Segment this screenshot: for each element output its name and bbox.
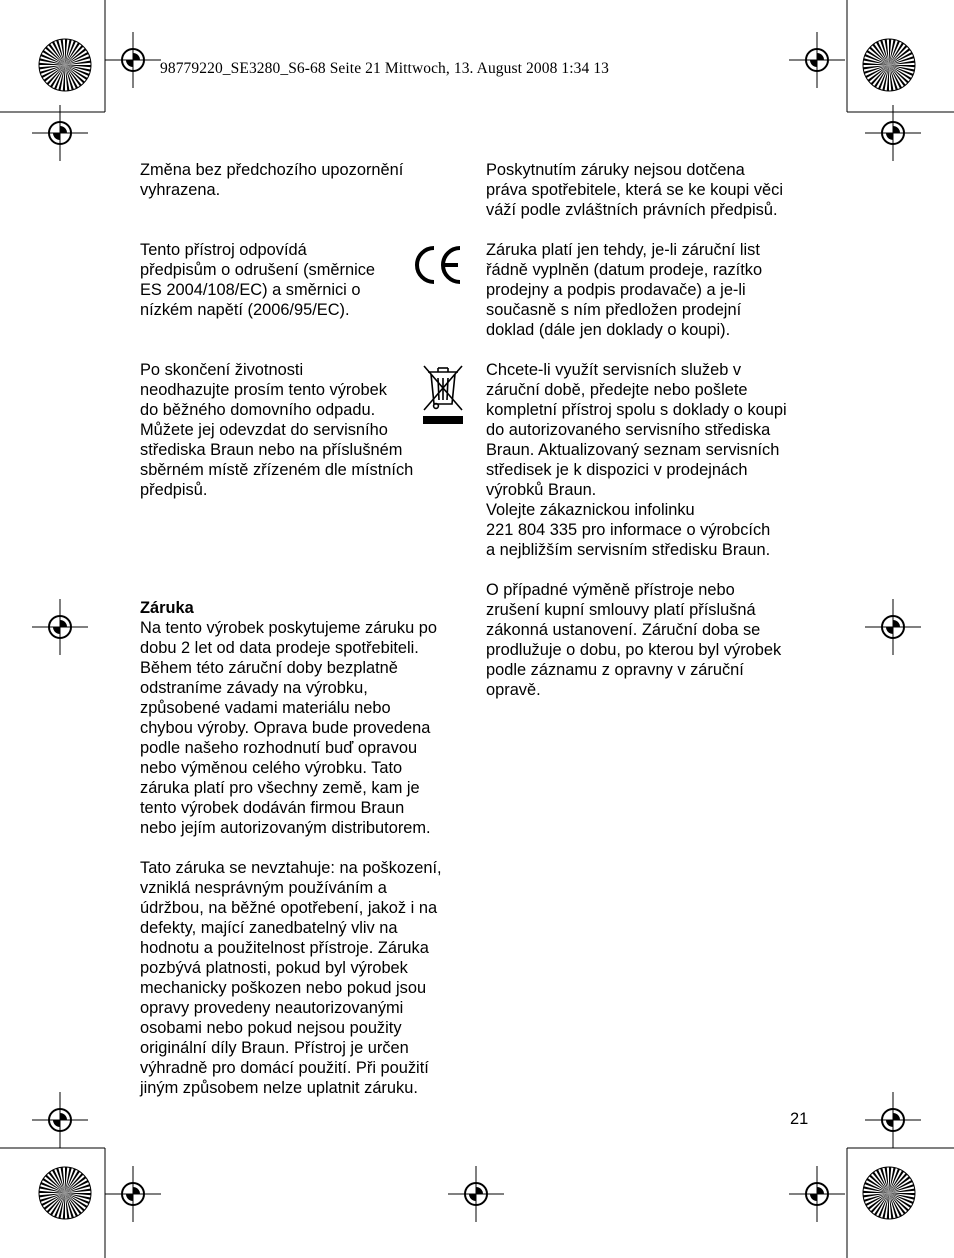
warranty-section: [140, 598, 470, 1098]
ce-compliance-text: Tento přístroj odpovídá předpisům o odrušení (směrnice ES 2004/108/EC) a směrnici o nízkém napětí (2006/95/EC).: [140, 241, 376, 319]
warranty-exclusions-text: Tato záruka se nevztahuje: na poškození, vzniklá nesprávným používáním a údržbou, na běžné opotřebení, jakož i na defekty, mající zanedbatelný vliv na hodnotu a použitelnost přístroje. Záruka pozbývá platnosti, pokud byl výrobek mechanicky poškozen nebo pokud jsou opravy provedeny neautorizovanými osobami nebo pokud nejsou použity originální díly Braun. Přístroj je určen výhradně pro domácí použití. Při použití jiným způsobem nelze uplatnit záruku.: [140, 859, 442, 1097]
disposal-section: [140, 360, 450, 500]
disposal-text: Po skončení životnosti neodhazujte prosím tento výrobek do běžného domovního odpadu. Můžete jej odevzdat do servisního střediska Braun nebo na příslušném sběrném místě zřízeném dle místních předpisů.: [140, 361, 414, 499]
right-column: [486, 160, 821, 700]
warranty-text: Na tento výrobek poskytujeme záruku po dobu 2 let od data prodeje spotřebiteli. Během této záruční doby bezplatně odstraníme závady na výrobku, způsobené vadami materiálu nebo chybou výroby. Oprava bude provedena podle našeho rozhodnutí buď opravou nebo výměnou celého výrobku. Tato záruka platí pro všechny země, kam je tento výrobek dodáván firmou Braun nebo jejím autorizovaným distributorem.: [140, 619, 438, 837]
registration-crosshair-icon: [105, 32, 161, 88]
registration-crosshair-icon: [32, 105, 88, 161]
change-notice-text: Změna bez předchozího upozornění vyhrazena.: [140, 161, 404, 199]
ce-section: [140, 240, 410, 320]
warranty-heading: Záruka: [140, 599, 194, 617]
print-info-header: 98779220_SE3280_S6-68 Seite 21 Mittwoch, 13. August 2008 1:34 13: [160, 60, 610, 77]
registration-crosshair-icon: [448, 1166, 504, 1222]
radial-star-target-icon: [39, 1167, 91, 1219]
warranty-validity-text: Záruka platí jen tehdy, je-li záruční list řádně vyplněn (datum prodeje, razítko prodejny a podpis prodavače) a je-li současně s ním předložen prodejní doklad (dále jen doklady o koupi).: [486, 241, 763, 339]
registration-crosshair-icon: [32, 1092, 88, 1148]
replacement-text: O případné výměně přístroje nebo zrušení kupní smlouvy platí příslušná zákonná ustanovení. Záruční doba se prodlužuje o dobu, po kterou byl výrobek podle záznamu z opravny v záruční opravě.: [486, 581, 782, 699]
radial-star-target-icon: [863, 39, 915, 91]
crossed-out-wheelie-bin-icon: [420, 362, 466, 426]
registration-crosshair-icon: [105, 1166, 161, 1222]
registration-crosshair-icon: [789, 32, 845, 88]
registration-crosshair-icon: [32, 599, 88, 655]
radial-star-target-icon: [863, 1167, 915, 1219]
consumer-rights-text: Poskytnutím záruky nejsou dotčena práva spotřebitele, která se ke koupi věci váží podle zvláštních právních předpisů.: [486, 161, 784, 219]
registration-crosshair-icon: [865, 105, 921, 161]
left-column: [140, 160, 470, 200]
registration-crosshair-icon: [789, 1166, 845, 1222]
radial-star-target-icon: [39, 39, 91, 91]
ce-mark-icon: [414, 244, 464, 286]
page-number: 21: [790, 1110, 809, 1128]
registration-crosshair-icon: [865, 1092, 921, 1148]
service-info-text: Chcete-li využít servisních služeb v záruční době, předejte nebo pošlete kompletní přístroj spolu s doklady o koupi do autorizovaného servisního střediska Braun. Aktualizovaný seznam servisních středisek je k dispozici v prodejnách výrobků Braun. Volejte zákaznickou infolinku 221 804 335 pro informace o výrobcích a nejbližším servisním středisku Braun.: [486, 361, 787, 559]
registration-crosshair-icon: [865, 599, 921, 655]
